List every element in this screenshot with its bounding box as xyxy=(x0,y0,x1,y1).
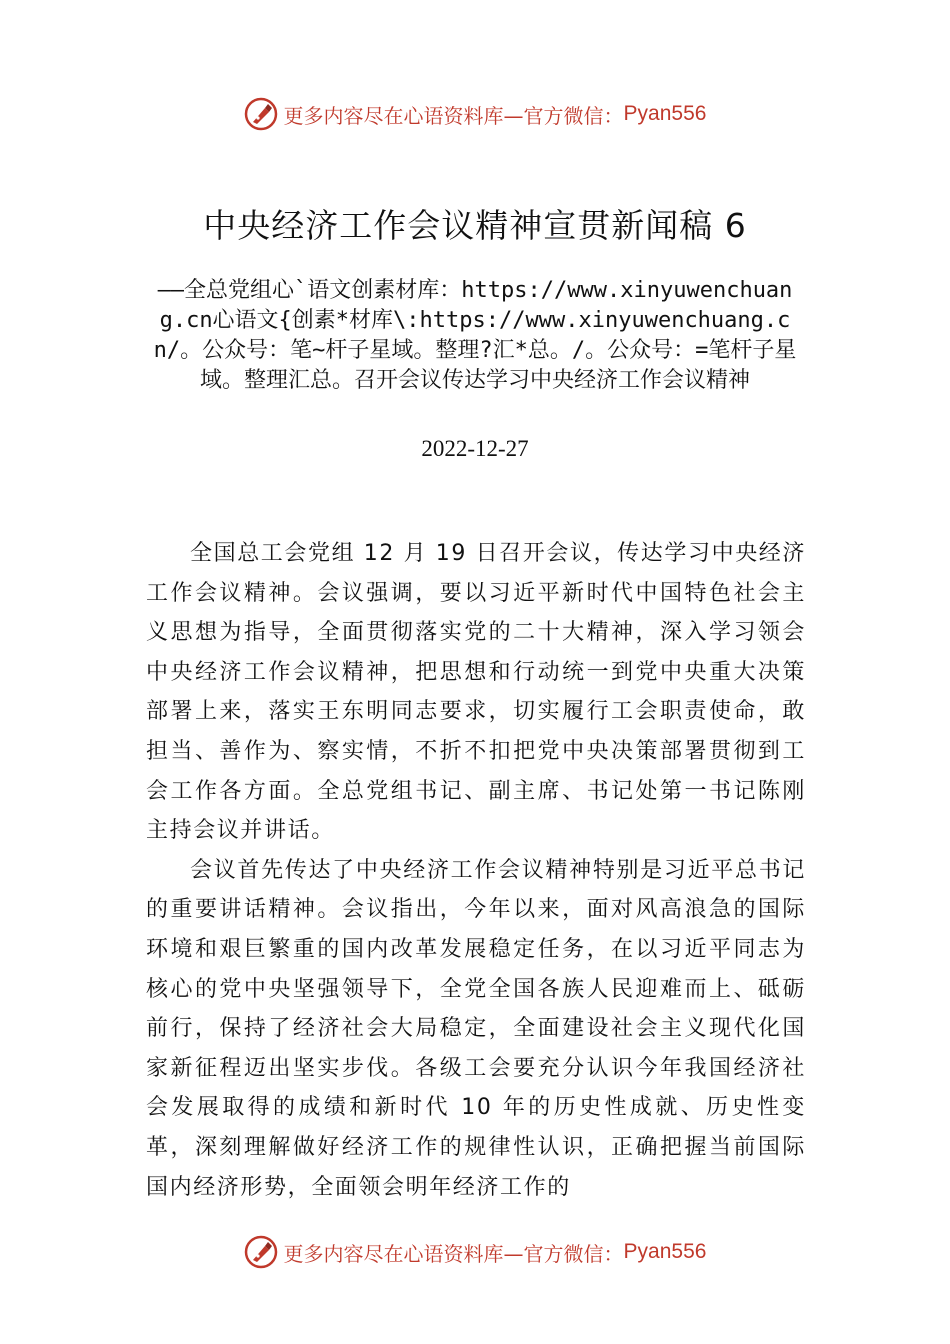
body-paragraph: 会议首先传达了中央经济工作会议精神特别是习近平总书记的重要讲话精神。会议指出，今年以来，面对风高浪急的国际环境和艰巨繁重的国内改革发展稳定任务，在以习近平同志为核心的党中央坚强领导下，全党全国各族人民迎难而上、砥砺前行，保持了经济社会大局稳定，全面建设社会主义现代化国家新征程迈出坚实步伐。各级工会要充分认识今年我国经济社会发展取得的成绩和新时代 10 年的历史性成就、历史性变革，深刻理解做好经济工作的规律性认识，正确把握当前国际国内经济形势，全面领会明年经济工作的 xyxy=(146,857,806,1200)
footer-banner xyxy=(0,1232,950,1272)
body-paragraph: 全国总工会党组 12 月 19 日召开会议，传达学习中央经济工作会议精神。会议强调，要以习近平新时代中国特色社会主义思想为指导，全面贯彻落实党的二十大精神，深入学习领会中央经济工作会议精神，把思想和行动统一到党中央重大决策部署上来，落实王东明同志要求，切实履行工会职责使命，敢担当、善作为、察实情，不折不扣把党中央决策部署贯彻到工会工作各方面。全总党组书记、副主席、书记处第一书记陈刚主持会议并讲话。 xyxy=(146,541,806,844)
document-date: 2022-12-27 xyxy=(421,436,529,461)
fountain-pen-logo-icon xyxy=(244,1235,278,1269)
document-body xyxy=(146,534,806,1207)
fountain-pen-logo-icon xyxy=(244,97,278,131)
header-banner xyxy=(0,94,950,134)
banner-text: 更多内容尽在心语资料库—官方微信： xyxy=(283,1241,624,1266)
document-title: 中央经济工作会议精神宣贯新闻稿 6 xyxy=(203,206,747,245)
banner-text: 更多内容尽在心语资料库—官方微信： xyxy=(283,103,624,128)
document-subtitle: ——全总党组心`语文创素材库：https://www.xinyuwenchuang.cn心语文{创素*材库\:https://www.xinyuwenchuang.cn/。公众号：笔~杆子星域。整理?汇*总。/。公众号：=笔杆子星域。整理汇总。召开会议传达学习中央经济工作会议精神 xyxy=(153,278,797,393)
banner-handle: Pyan556 xyxy=(623,102,707,125)
banner-handle: Pyan556 xyxy=(623,1240,707,1263)
